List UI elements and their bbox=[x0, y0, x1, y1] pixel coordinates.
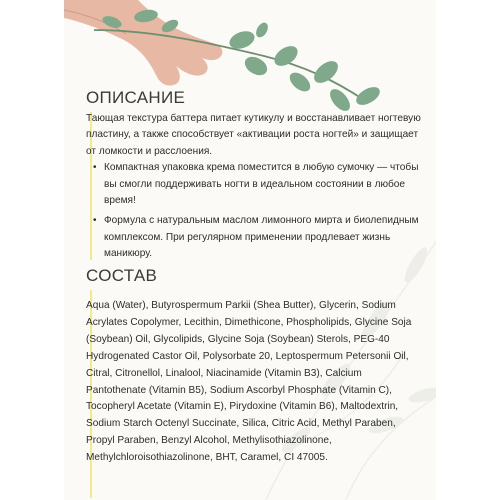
bullet-item bbox=[86, 213, 424, 262]
composition-title: СОСТАВ bbox=[86, 266, 158, 285]
bullet-item bbox=[86, 160, 424, 209]
description-body bbox=[86, 111, 424, 263]
bullet-icon: • bbox=[93, 162, 97, 174]
bullet-text: Формула с натуральным маслом лимонного мирта и биолепидным комплексом. При регулярном применении продлевает жизнь маникюру. bbox=[104, 215, 419, 260]
composition-section bbox=[86, 266, 424, 467]
composition-text: Aqua (Water), Butyrospermum Parkii (Shea Butter), Glycerin, Sodium Acrylates Copolymer, Lecithin, Dimethicone, Phospholipids, Glycine Soja (Soybean) Oil, Glycolipids, Glycine Soja (Soybean) Sterols, PEG-40 Hydrogenated Castor Oil, Polysorbate 20, Leptospermum Petersonii Oil, Citral, Citronellol, Linalool, Niacinamide (Vitamin B3), Calcium Pantothenate (Vitamin B5), Sodium Ascorbyl Phosphate (Vitamin C), Tocopheryl Acetate (Vitamin E), Pirydoxine (Vitamin B6), Maltodextrin, Sodium Starch Octenyl Succinate, Silica, Citric Acid, Methyl Paraben, Propyl Paraben, Benzyl Alcohol, Methylisothiazolinone, Methylchloroisothiazolinone, BHT, Caramel, CI 47005. bbox=[86, 300, 412, 464]
bullet-icon: • bbox=[93, 215, 97, 227]
description-intro: Тающая текстура баттера питает кутикулу и восстанавливает ногтевую пластину, а также способствует «активации роста ногтей» и защищает от ломкости и расслоения. bbox=[86, 113, 421, 157]
product-card bbox=[64, 0, 436, 500]
description-section bbox=[86, 88, 424, 263]
bullet-text: Компактная упаковка крема поместится в любую сумочку — чтобы вы смогли поддерживать ногти в идеальном состоянии в любое время! bbox=[104, 162, 419, 207]
description-title: ОПИСАНИЕ bbox=[86, 88, 186, 107]
description-bullet-list bbox=[86, 160, 424, 262]
